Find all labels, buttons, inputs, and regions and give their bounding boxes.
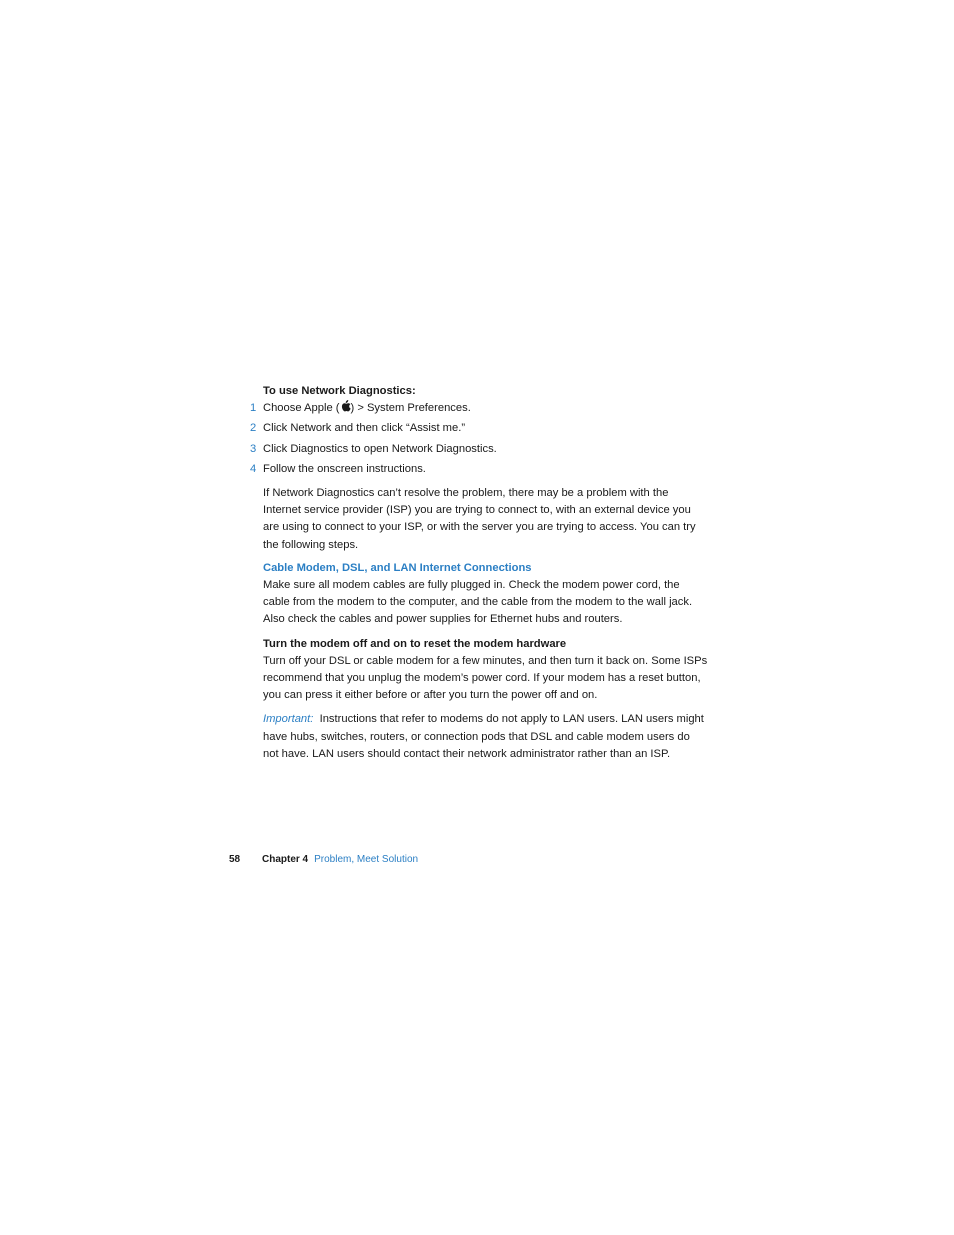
- important-note: [263, 711, 708, 763]
- step-text-after: ) > System Preferences.: [350, 402, 471, 415]
- step-item: [250, 461, 708, 478]
- important-label: Important:: [263, 713, 314, 726]
- step-item: [250, 441, 708, 458]
- step-text: Follow the onscreen instructions.: [263, 462, 426, 475]
- step-text: Click Diagnostics to open Network Diagnostics.: [263, 442, 497, 455]
- apple-logo-icon: [340, 400, 351, 413]
- subsection-heading: Turn the modem off and on to reset the modem hardware: [263, 637, 567, 650]
- chapter-title: Problem, Meet Solution: [314, 854, 419, 865]
- important-text: Instructions that refer to modems do not apply to LAN users. LAN users might have hubs, switches, routers, or connection pods that DSL and cable modem users do not have. LAN users should contact their network administrator rather than an ISP.: [263, 713, 704, 760]
- step-number: 2: [250, 422, 257, 435]
- subsection-body: Turn off your DSL or cable modem for a few minutes, and then turn it back on. Some ISPs recommend that you unplug the modem’s power cord. If your modem has a reset button, you can press it either before or after you turn the power off and on.: [263, 654, 708, 702]
- step-item: [250, 420, 708, 437]
- intro-paragraph: If Network Diagnostics can’t resolve the problem, there may be a problem with the Internet service provider (ISP) you are trying to connect to, with an external device you are using to connect to your ISP, or with the server you are trying to access. You can try the following steps.: [263, 487, 696, 551]
- step-number: 1: [250, 402, 257, 415]
- page-content: [250, 383, 708, 763]
- steps-list: [250, 400, 708, 478]
- step-item: [250, 400, 708, 417]
- page-footer: [229, 853, 418, 867]
- chapter-label: Chapter 4: [262, 854, 309, 865]
- step-text: Click Network and then click “Assist me.”: [263, 422, 466, 435]
- step-number: 3: [250, 442, 257, 455]
- step-number: 4: [250, 462, 257, 475]
- section-body: Make sure all modem cables are fully plugged in. Check the modem power cord, the cable from the modem to the computer, and the cable from the modem to the wall jack. Also check the cables and power supplies for Ethernet hubs and routers.: [263, 579, 693, 626]
- section-heading: Cable Modem, DSL, and LAN Internet Connections: [263, 561, 532, 574]
- page-number: 58: [229, 854, 241, 865]
- task-heading: To use Network Diagnostics:: [263, 385, 416, 397]
- step-text-before: Choose Apple (: [263, 402, 340, 415]
